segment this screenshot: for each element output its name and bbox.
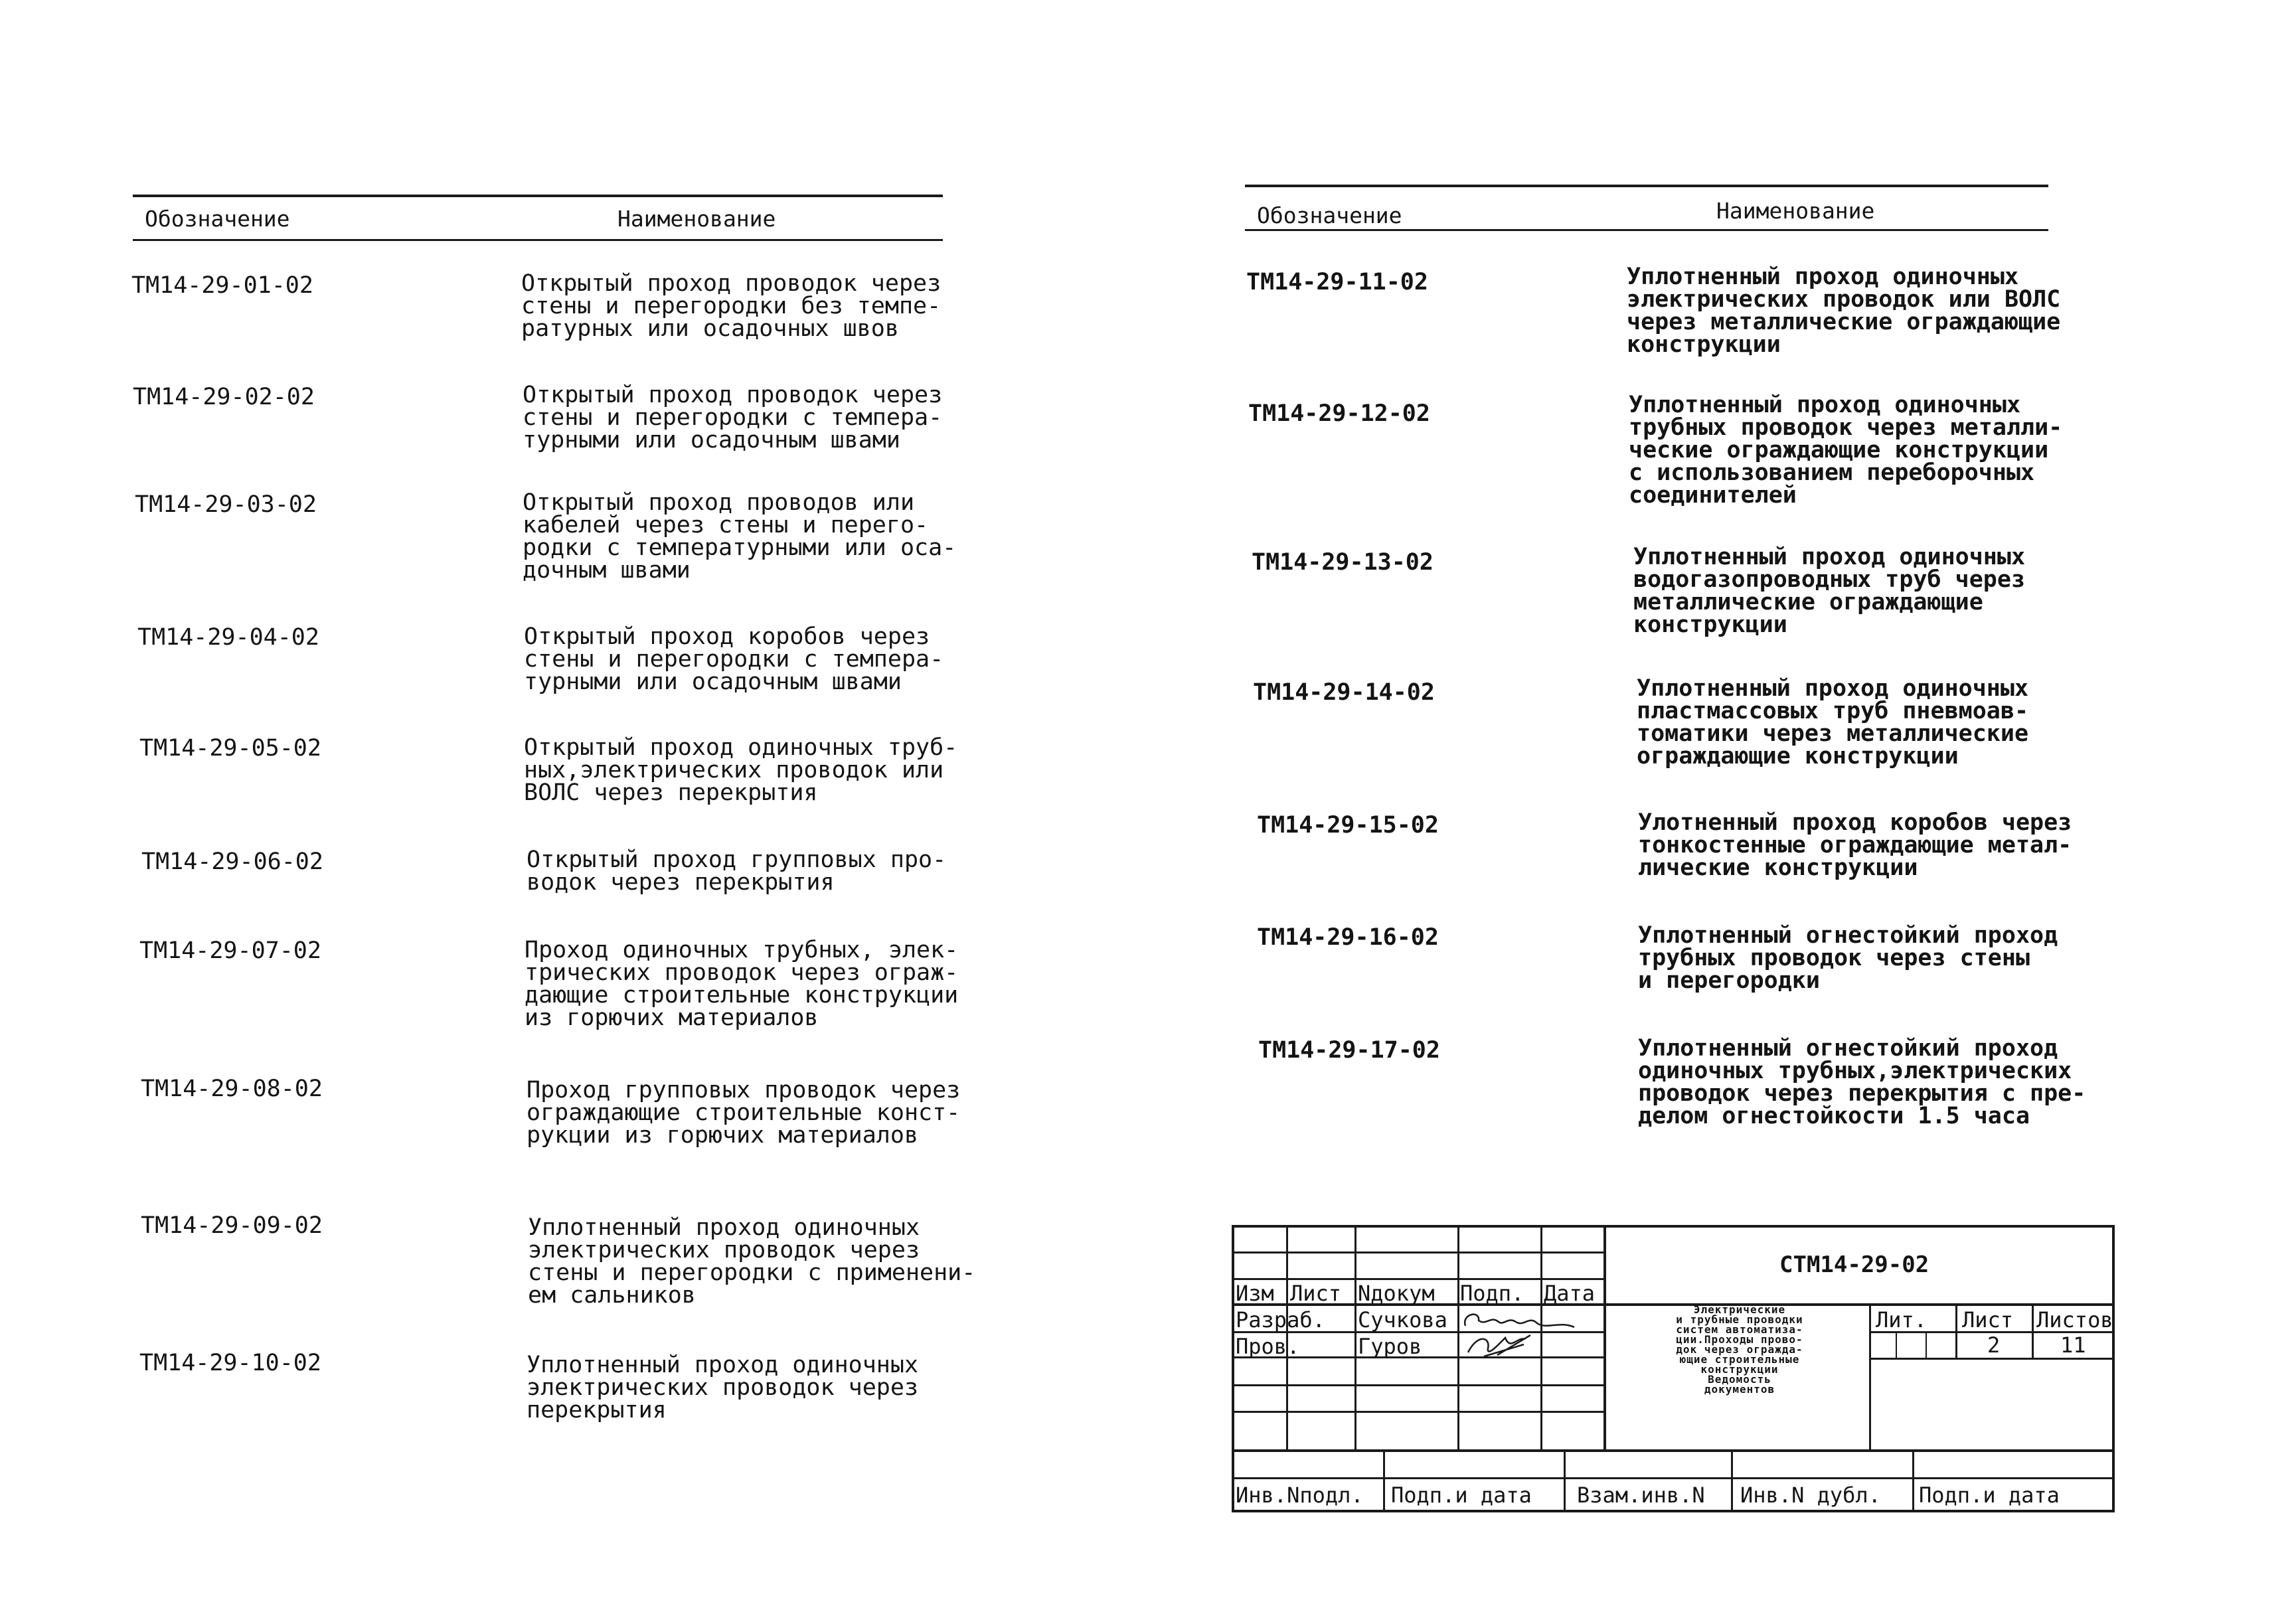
col-ndokum: Nдокум bbox=[1358, 1281, 1435, 1306]
list-item-name: Уплотненный огнестойкий проход одиночных трубных,электрических проводок через перекрытия с пре- делом огнестойкости 1.5 часа bbox=[1638, 1035, 2086, 1129]
stamp-hline bbox=[1232, 1384, 1605, 1386]
document-title: Электрические и трубные проводки систем автоматиза- ции.Проходы прово- док через огражда- ющие строительные конструкции Ведомость документов bbox=[1676, 1303, 1803, 1396]
list-item-name: Уплотненный огнестойкий проход трубных проводок через стены и перегородки bbox=[1638, 922, 2058, 994]
list-label: Лист bbox=[1962, 1307, 2014, 1332]
lit-label: Лит. bbox=[1876, 1307, 1927, 1332]
stamp-vline bbox=[1383, 1451, 1385, 1512]
bottom-inv-podl: Инв.Nподл. bbox=[1236, 1483, 1364, 1508]
signature-razrab bbox=[1460, 1307, 1580, 1332]
list-item-code: ТМ14-29-13-02 bbox=[1252, 549, 1434, 576]
stamp-vline bbox=[1955, 1303, 1957, 1359]
bottom-vzam-inv: Взам.инв.N bbox=[1577, 1483, 1705, 1508]
list-item-code: ТМ14-29-14-02 bbox=[1253, 679, 1435, 706]
right-top-rule bbox=[1245, 185, 2048, 187]
right-header-rule bbox=[1245, 229, 2048, 231]
list-item-name: Уплотненный проход одиночных электрических проводок через перекрытия bbox=[527, 1352, 919, 1423]
stamp-vline bbox=[1896, 1331, 1897, 1359]
list-item-code: ТМ14-29-16-02 bbox=[1257, 924, 1439, 951]
stamp-vline bbox=[1926, 1331, 1927, 1359]
list-item-name: Улотненный проход коробов через тонкостенные ограждающие метал- лические конструкции bbox=[1638, 809, 2072, 881]
right-header-name: Наименование bbox=[1716, 198, 1875, 224]
stamp-hline bbox=[1232, 1477, 2115, 1479]
stamp-border-right bbox=[2112, 1225, 2115, 1512]
stamp-vline bbox=[1912, 1451, 1914, 1512]
list-item-code: ТМ14-29-17-02 bbox=[1258, 1037, 1440, 1064]
list-item-name: Открытый проход одиночных труб- ных,электрических проводок или ВОЛС через перекрытия bbox=[524, 734, 958, 806]
right-header-code: Обозначение bbox=[1257, 202, 1402, 228]
stamp-hline bbox=[1869, 1358, 2115, 1360]
doc-code: СТМ14-29-02 bbox=[1779, 1251, 1929, 1278]
stamp-vline bbox=[1564, 1451, 1566, 1512]
bottom-inv-dubl: Инв.N дубл. bbox=[1740, 1483, 1881, 1508]
list-item-code: ТМ14-29-15-02 bbox=[1257, 812, 1439, 839]
list-item-name: Открытый проход проводок через стены и перегородки с темпера- турными или осадочным швами bbox=[523, 382, 943, 453]
list-item-name: Уплотненный проход одиночных трубных проводок через металли- ческие ограждающие конструкции с использованием переборочных соединителей bbox=[1629, 392, 2063, 509]
listov-value: 11 bbox=[2060, 1332, 2086, 1358]
list-item-code: ТМ14-29-04-02 bbox=[137, 624, 319, 651]
list-item-code: ТМ14-29-12-02 bbox=[1248, 400, 1430, 427]
stamp-vline bbox=[1603, 1225, 1606, 1451]
stamp-hline bbox=[1232, 1411, 1605, 1413]
list-item-code: ТМ14-29-08-02 bbox=[141, 1076, 323, 1102]
col-podp: Подп. bbox=[1460, 1281, 1524, 1306]
col-data: Дата bbox=[1544, 1281, 1596, 1306]
stamp-hline bbox=[1232, 1278, 1605, 1280]
list-item-name: Проход одиночных трубных, элек- трических проводок через ограж- дающие строительные конструкции из горючих материалов bbox=[525, 937, 959, 1031]
list-item-name: Открытый проход проводов или кабелей через стены и перего- родки с температурными или оса- дочным швами bbox=[523, 489, 957, 584]
stamp-vline bbox=[2032, 1303, 2034, 1359]
stamp-border-top bbox=[1232, 1225, 2115, 1228]
stamp-vline bbox=[1731, 1451, 1733, 1512]
list-item-name: Уплотненный проход одиночных электрических проводок через стены и перегородки с применени- ем сальников bbox=[528, 1214, 976, 1309]
list-item-name: Уплотненный проход одиночных пластмассовых труб пневмоав- томатики через металлические ограждающие конструкции bbox=[1637, 675, 2029, 769]
list-item-code: ТМ14-29-06-02 bbox=[141, 848, 323, 875]
list-item-code: ТМ14-29-10-02 bbox=[139, 1350, 321, 1376]
list-item-name: Уплотненный проход одиночных водогазопроводных труб через металлические ограждающие конструкции bbox=[1633, 544, 2026, 638]
prov-name: Гуров bbox=[1358, 1334, 1422, 1359]
list-item-code: ТМ14-29-11-02 bbox=[1246, 269, 1428, 295]
list-value: 2 bbox=[1987, 1332, 2001, 1358]
list-item-code: ТМ14-29-01-02 bbox=[131, 272, 313, 299]
list-item-name: Открытый проход групповых про- водок через перекрытия bbox=[527, 847, 947, 896]
list-item-code: ТМ14-29-09-02 bbox=[141, 1212, 323, 1239]
left-top-rule bbox=[133, 195, 943, 197]
title-block bbox=[1232, 1225, 2115, 1512]
bottom-podp-data-1: Подп.и дата bbox=[1391, 1483, 1532, 1508]
list-item-code: ТМ14-29-02-02 bbox=[133, 384, 315, 410]
col-list: Лист bbox=[1290, 1281, 1342, 1306]
row-prov: Пров. bbox=[1236, 1334, 1300, 1359]
left-header-rule bbox=[133, 239, 943, 241]
stamp-vline bbox=[1354, 1225, 1356, 1451]
list-item-name: Открытый проход проводок через стены и перегородки без темпе- ратурных или осадочных швов bbox=[521, 270, 942, 342]
signature-prov bbox=[1464, 1331, 1544, 1360]
row-razrab: Разраб. bbox=[1236, 1307, 1325, 1332]
bottom-podp-data-2: Подп.и дата bbox=[1919, 1483, 2060, 1508]
list-item-code: ТМ14-29-05-02 bbox=[139, 735, 321, 762]
listov-label: Листов bbox=[2036, 1307, 2113, 1332]
left-header-code: Обозначение bbox=[145, 206, 290, 232]
stamp-vline bbox=[1869, 1303, 1871, 1451]
col-izm: Изм bbox=[1236, 1281, 1274, 1306]
stamp-border-left bbox=[1232, 1225, 1234, 1512]
stamp-hline bbox=[1232, 1251, 1605, 1253]
stamp-border-bottom bbox=[1232, 1510, 2115, 1512]
list-item-code: ТМ14-29-07-02 bbox=[139, 937, 321, 964]
list-item-name: Открытый проход коробов через стены и перегородки с темпера- турными или осадочным швами bbox=[524, 623, 944, 695]
list-item-name: Уплотненный проход одиночных электрических проводок или ВОЛС через металлические ограждающие конструкции bbox=[1627, 264, 2061, 358]
list-item-code: ТМ14-29-03-02 bbox=[135, 491, 317, 518]
stamp-vline bbox=[1457, 1225, 1459, 1451]
list-item-name: Проход групповых проводок через ограждающие строительные конст- рукции из горючих материалов bbox=[527, 1077, 961, 1149]
stamp-hline bbox=[1232, 1449, 2115, 1452]
left-header-name: Наименование bbox=[617, 206, 776, 232]
razrab-name: Сучкова bbox=[1358, 1307, 1447, 1332]
